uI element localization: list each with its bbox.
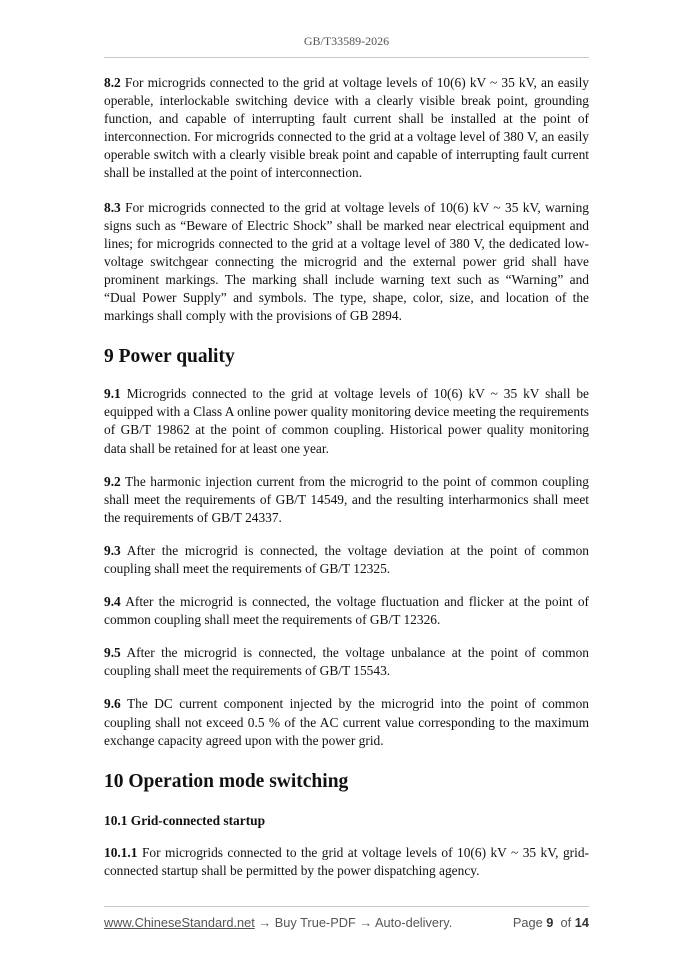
- section-heading-10: 10 Operation mode switching: [104, 770, 349, 792]
- clause-text: After the microgrid is connected, the voltage deviation at the point of common coupling shall meet the requirements of GB/T 12325.: [104, 542, 590, 576]
- clause-9-6: [104, 695, 589, 749]
- clause-number: 10.1.1: [104, 844, 138, 860]
- clause-text: For microgrids connected to the grid at voltage levels of 10(6) kV ~ 35 kV, warning signs such as “Beware of Electric Shock” shall be marked near electrical equipment and lines; for microgrids connected to the grid at a voltage level of 380 V, the dedicated low-voltage switchgear connecting the microgrid and the external power grid shall have prominent markings. The marking shall include warning text such as “Warning” and “Dual Power Supply” and symbols. The type, shape, color, size, and location of the markings shall comply with the provisions of GB 2894.: [104, 199, 589, 324]
- clause-number: 8.2: [104, 75, 121, 90]
- running-header: GB/T33589-2026: [303, 34, 390, 48]
- clause-9-1: [104, 385, 589, 457]
- clause-number: 9.2: [104, 473, 121, 489]
- header-divider: [104, 57, 589, 58]
- clause-number: 9.5: [104, 645, 121, 661]
- clause-text: After the microgrid is connected, the voltage fluctuation and flicker at the point of common coupling shall meet the requirements of GB/T 12326.: [104, 594, 590, 628]
- clause-text: The harmonic injection current from the microgrid to the point of common coupling shall meet the requirements of GB/T 14549, and the resulting interharmonics shall meet the requirements of GB/T 24337.: [104, 473, 589, 525]
- page-label: Page: [512, 915, 543, 930]
- clause-8-3: [104, 199, 589, 326]
- footer-divider: [104, 906, 589, 907]
- clause-number: 9.3: [104, 542, 121, 558]
- page-total: 14: [574, 915, 589, 930]
- clause-text: For microgrids connected to the grid at voltage levels of 10(6) kV ~ 35 kV, an easily operable, interlockable switching device with a clearly visible break point, grounding function, and capable of interrupting fault current shall be installed at the point of interconnection. For microgrids connected to the grid at a voltage level of 380 V, an easily operable switch with a clearly visible break point and capable of interrupting fault current shall be installed at the point of interconnection.: [104, 75, 589, 181]
- page-number: [513, 915, 589, 930]
- page-current: 9: [546, 915, 554, 930]
- footer-promo: [104, 915, 452, 930]
- clause-text: The DC current component injected by the microgrid into the point of common coupling shall not exceed 0.5 % of the AC current value corresponding to the maximum exchange capacity agreed upon with the power grid.: [104, 696, 589, 748]
- page-body: [104, 74, 589, 880]
- clause-number: 9.1: [104, 386, 121, 402]
- clause-text: Microgrids connected to the grid at voltage levels of 10(6) kV ~ 35 kV shall be equipped with a Class A online power quality monitoring device meeting the requirements of GB/T 19862 at the point of common coupling. Historical power quality monitoring data shall be retained for at least one year.: [104, 386, 589, 456]
- promo-text: → Buy True-PDF → Auto-delivery.: [254, 915, 453, 930]
- clause-10-1-1: [104, 844, 589, 880]
- site-link[interactable]: www.ChineseStandard.net: [104, 915, 255, 930]
- clause-8-2: [104, 74, 589, 183]
- section-heading-9: 9 Power quality: [104, 346, 235, 368]
- subsection-heading-10-1: 10.1 Grid-connected startup: [104, 812, 266, 828]
- clause-9-3: [104, 542, 589, 578]
- clause-text: For microgrids connected to the grid at voltage levels of 10(6) kV ~ 35 kV, grid-connected startup shall be permitted by the power dispatching agency.: [104, 844, 589, 878]
- clause-9-5: [104, 644, 589, 680]
- page-of-label: of: [560, 915, 572, 930]
- clause-number: 9.6: [104, 696, 121, 712]
- page-footer: [104, 915, 589, 933]
- clause-9-4: [104, 593, 589, 629]
- clause-number: 9.4: [104, 594, 121, 610]
- clause-9-2: [104, 473, 589, 527]
- clause-number: 8.3: [104, 199, 121, 215]
- clause-text: After the microgrid is connected, the voltage unbalance at the point of common coupling shall meet the requirements of GB/T 15543.: [104, 645, 589, 679]
